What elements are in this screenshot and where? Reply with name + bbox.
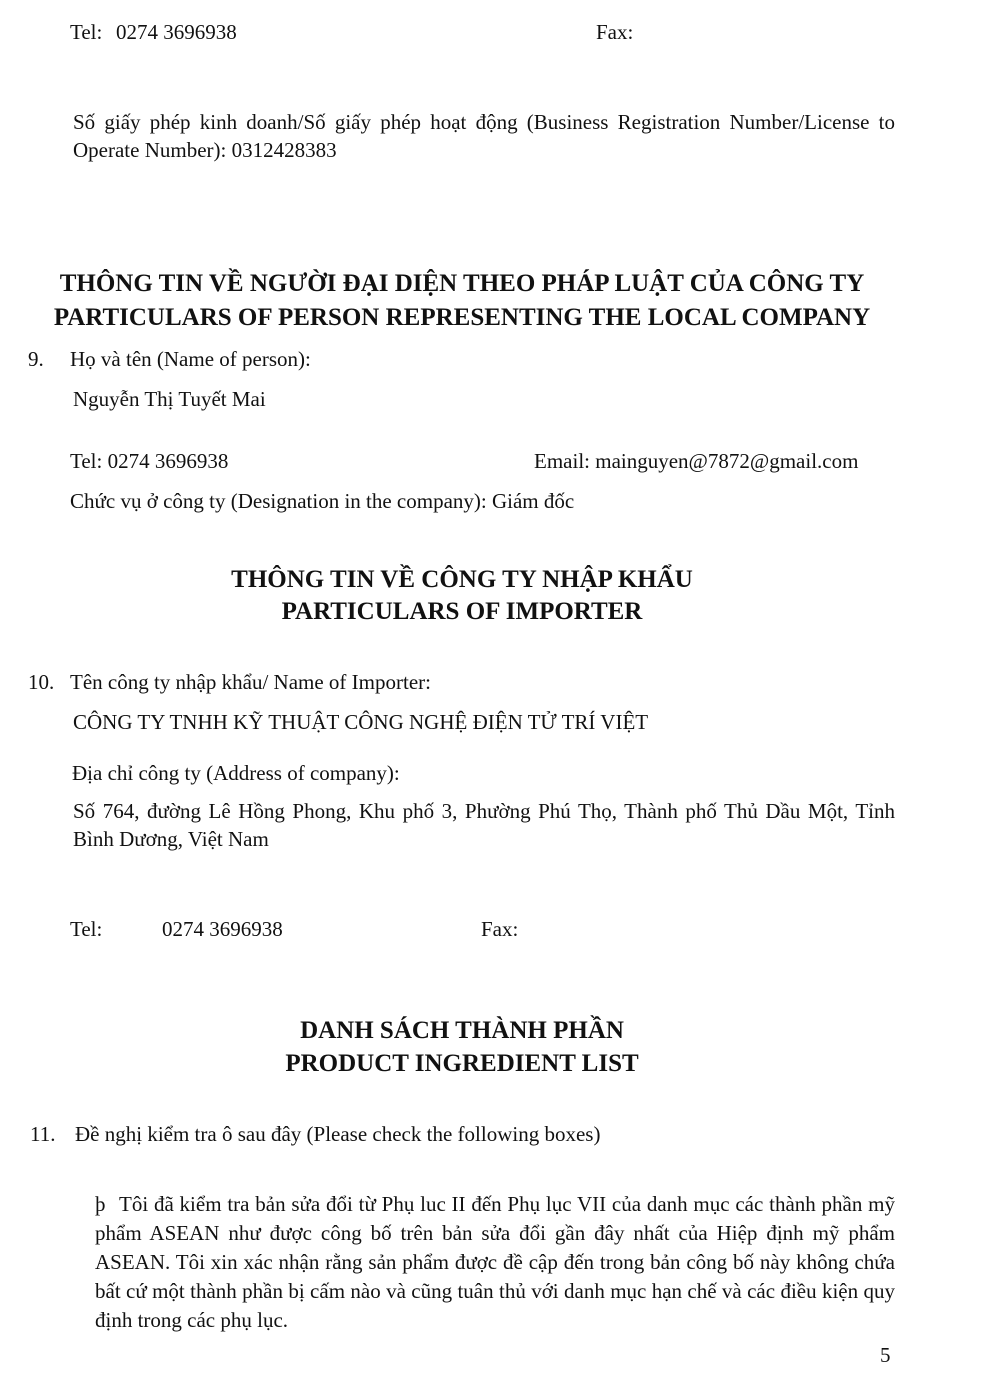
- license-number-text: Số giấy phép kinh doanh/Số giấy phép hoạt động (Business Registration Number/License to Operate Number): 0312428383: [73, 110, 895, 162]
- company-tel-label: Tel:: [70, 20, 103, 44]
- importer-tel-label: Tel:: [70, 917, 103, 941]
- ingredient-declaration: Tôi đã kiểm tra bản sửa đổi từ Phụ luc II đến Phụ lục VII của danh mục các thành phần mỹ phẩm ASEAN như được công bố trên bản sửa đổi gần đây nhất của Hiệp định mỹ phẩm ASEAN. Tôi xin xác nhận rằng sản phẩm được đề cập đến trong bản công bố này không chứa bất cứ một thành phần bị cấm nào và cũng tuân thủ với danh mục hạn chế và các điều kiện quy định trong các phụ lục.: [95, 1192, 895, 1332]
- item-number-11: 11.: [30, 1122, 56, 1146]
- importer-heading-en: PARTICULARS OF IMPORTER: [281, 598, 643, 625]
- checked-box-icon[interactable]: þ: [95, 1192, 106, 1216]
- importer-name-label: Tên công ty nhập khẩu/ Name of Importer:: [70, 670, 431, 694]
- page-number: 5: [880, 1343, 891, 1367]
- importer-address-value: Số 764, đường Lê Hồng Phong, Khu phố 3, Phường Phú Thọ, Thành phố Thủ Dầu Một, Tỉnh Bình Dương, Việt Nam: [73, 799, 895, 851]
- item-number-10: 10.: [28, 670, 55, 694]
- ingredient-heading-vi: DANH SÁCH THÀNH PHẦN: [300, 1017, 624, 1044]
- importer-fax-label: Fax:: [481, 917, 519, 941]
- company-fax-label: Fax:: [596, 20, 634, 44]
- rep-tel: Tel: 0274 3696938: [70, 449, 229, 473]
- ingredient-heading-en: PRODUCT INGREDIENT LIST: [285, 1050, 639, 1077]
- importer-address-label: Địa chỉ công ty (Address of company):: [72, 761, 400, 785]
- rep-name-value: Nguyễn Thị Tuyết Mai: [73, 387, 266, 411]
- check-boxes-instruction: Đề nghị kiểm tra ô sau đây (Please check the following boxes): [75, 1122, 601, 1146]
- importer-heading-vi: THÔNG TIN VỀ CÔNG TY NHẬP KHẨU: [231, 566, 693, 593]
- rep-email: Email: mainguyen@7872@gmail.com: [534, 449, 859, 473]
- rep-designation: Chức vụ ở công ty (Designation in the company): Giám đốc: [70, 489, 575, 513]
- rep-name-label: Họ và tên (Name of person):: [70, 347, 311, 371]
- rep-heading-en: PARTICULARS OF PERSON REPRESENTING THE LOCAL COMPANY: [53, 304, 871, 331]
- rep-heading-vi: THÔNG TIN VỀ NGƯỜI ĐẠI DIỆN THEO PHÁP LUẬT CỦA CÔNG TY: [59, 270, 865, 297]
- company-tel-value: 0274 3696938: [116, 20, 237, 44]
- importer-tel-value: 0274 3696938: [162, 917, 283, 941]
- importer-name-value: CÔNG TY TNHH KỸ THUẬT CÔNG NGHỆ ĐIỆN TỬ TRÍ VIỆT: [73, 710, 649, 734]
- item-number-9: 9.: [28, 347, 44, 371]
